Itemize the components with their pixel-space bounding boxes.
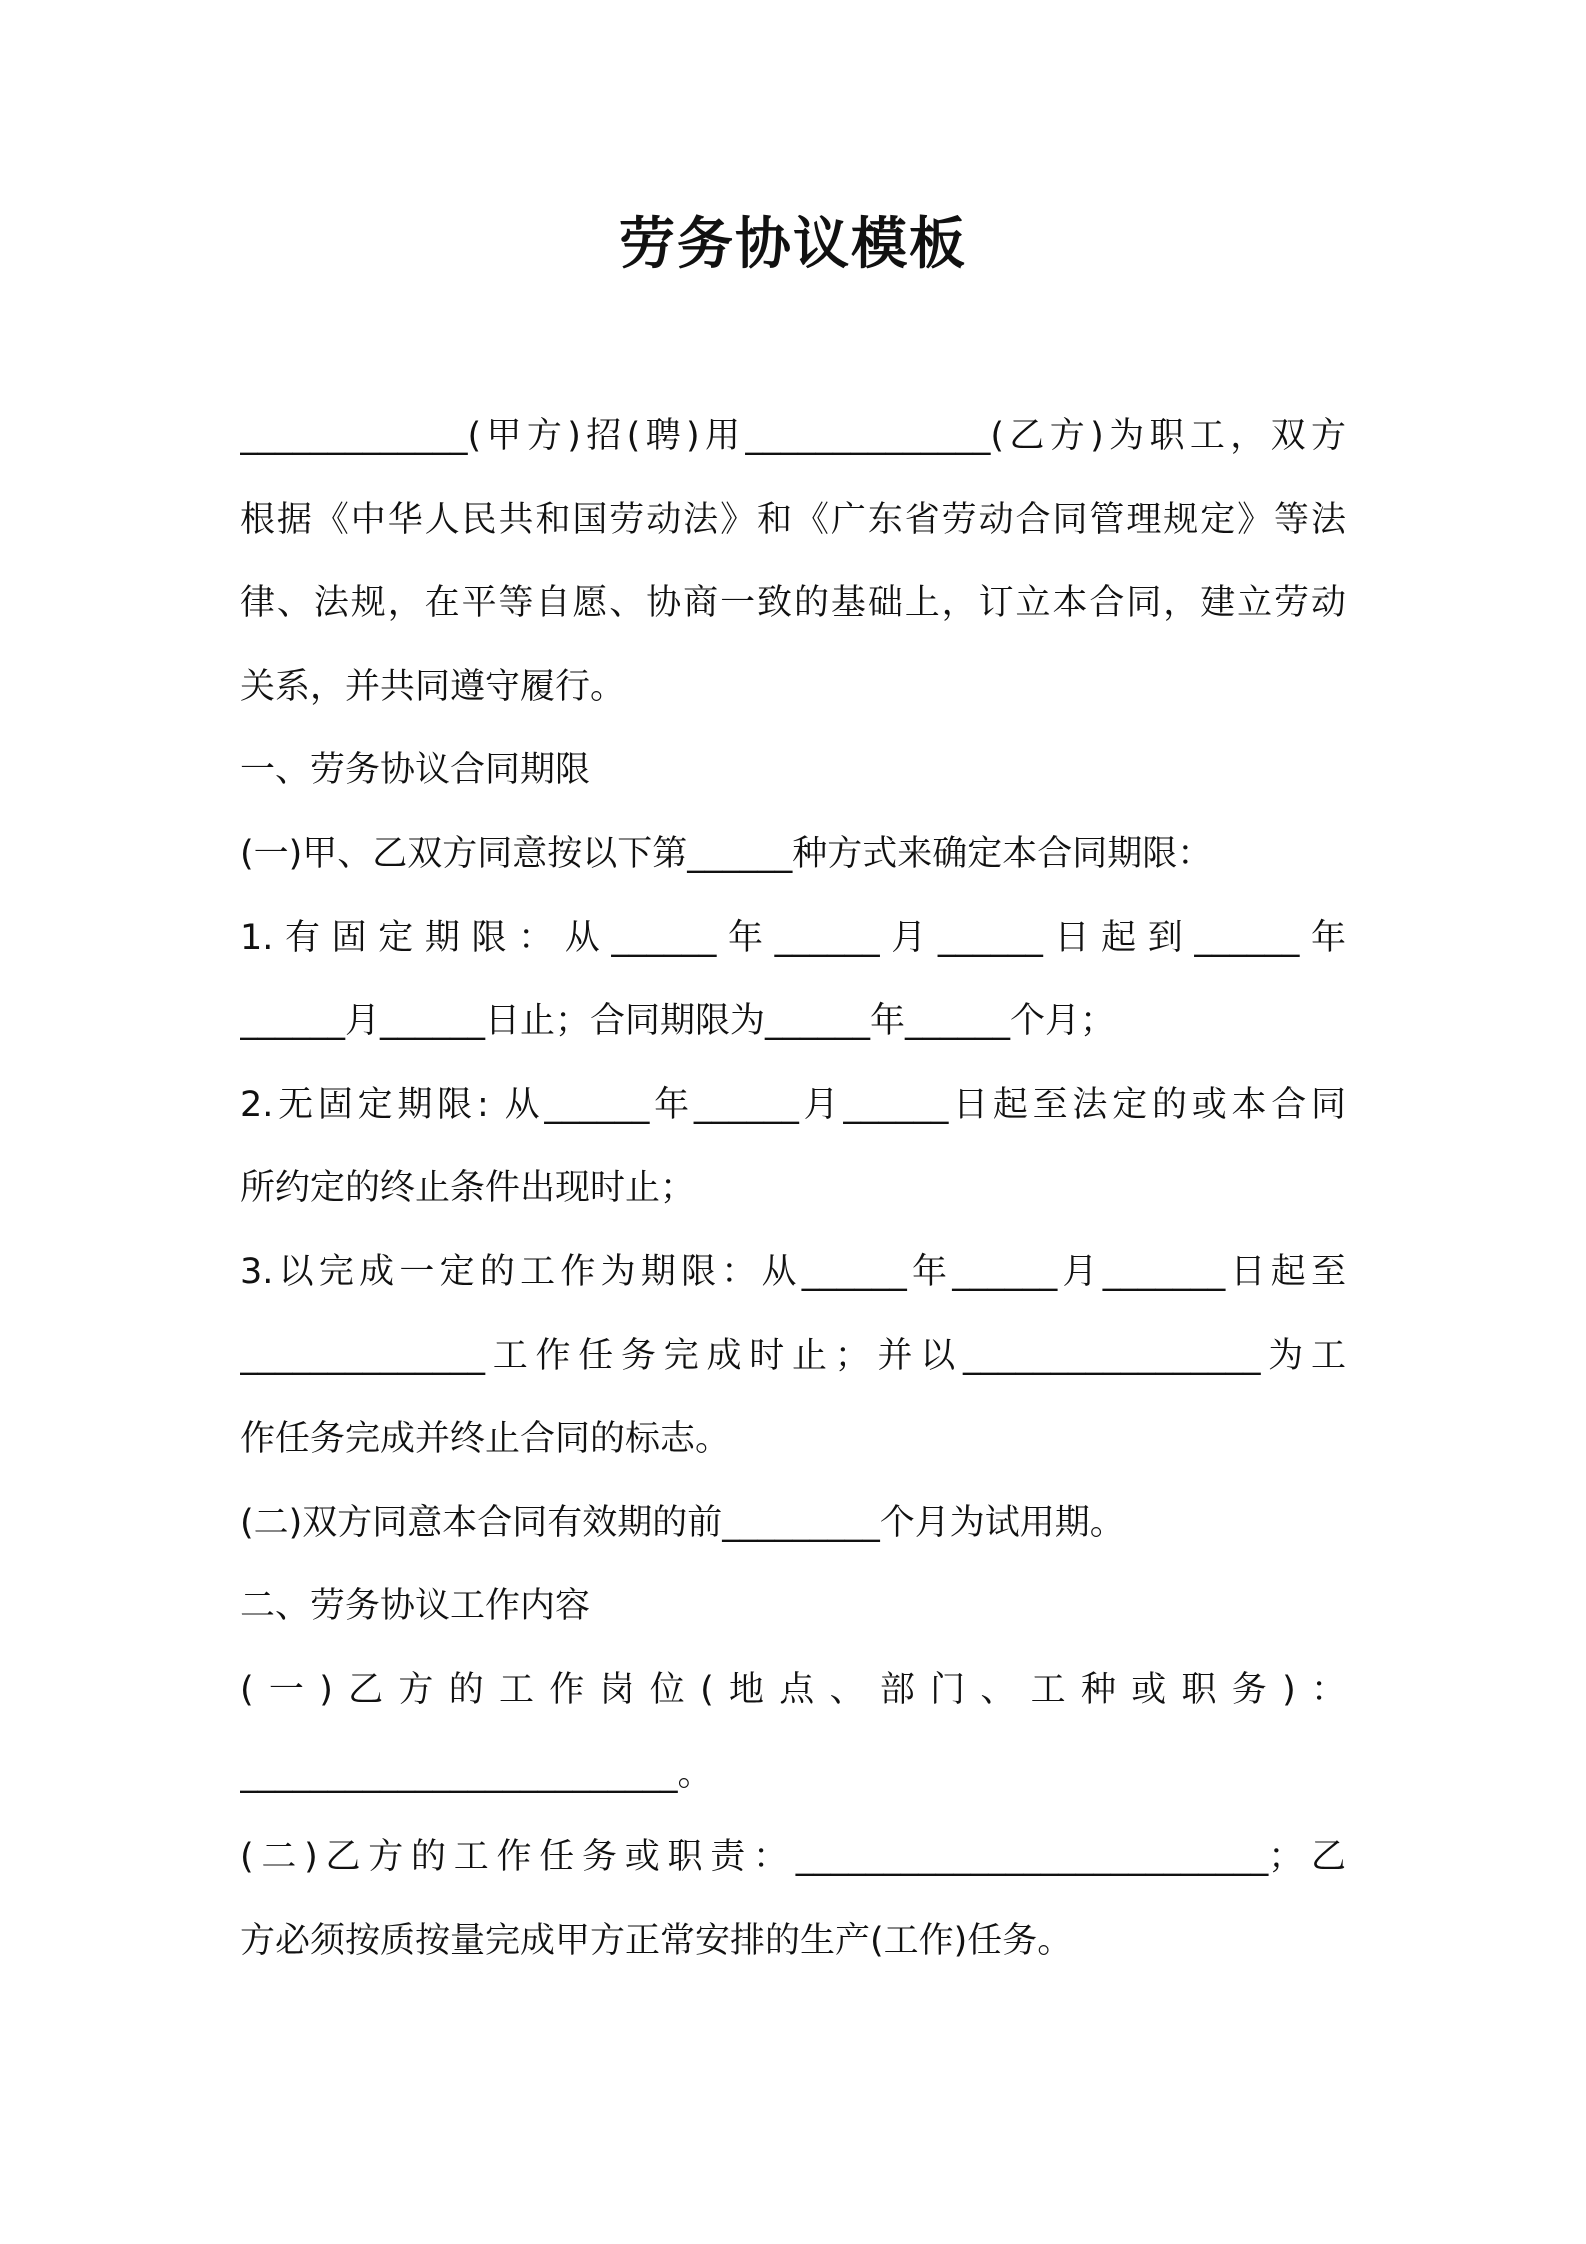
text-line: 1.有固定期限：从______年______月______日起到______年 xyxy=(240,917,1346,958)
text-line: 根据《中华人民共和国劳动法》和《广东省劳动合同管理规定》等法 xyxy=(240,499,1346,540)
text-line: (一)乙方的工作岗位(地点、部门、工种或职务)： xyxy=(240,1669,1346,1710)
text-line: 3.以完成一定的工作为期限：从______年______月_______日起至 xyxy=(240,1251,1346,1292)
text-line: 2.无固定期限: 从______年______月______日起至法定的或本合同 xyxy=(240,1084,1346,1125)
document-title: 劳务协议模板 xyxy=(619,212,967,277)
text-line: _____________(甲方)招(聘)用______________(乙方)为职工，双方 xyxy=(240,416,1346,456)
text-line: 关系，并共同遵守履行。 xyxy=(240,666,626,707)
text-line: ______月______日止；合同期限为______年______个月； xyxy=(240,1001,1116,1042)
text-line: _________________________。 xyxy=(240,1753,713,1794)
text-line: (二)双方同意本合同有效期的前_________个月为试用期。 xyxy=(240,1502,1125,1543)
text-line: 作任务完成并终止合同的标志。 xyxy=(240,1419,731,1460)
text-line: 方必须按质按量完成甲方正常安排的生产(工作)任务。 xyxy=(240,1920,1073,1961)
text-line: (二)乙方的工作任务或职责：___________________________；乙 xyxy=(240,1837,1346,1878)
text-line: 律、法规，在平等自愿、协商一致的基础上，订立本合同，建立劳动 xyxy=(240,583,1346,624)
document-body xyxy=(240,395,1346,1983)
text-line: 所约定的终止条件出现时止； xyxy=(240,1168,696,1209)
text-line: ______________工作任务完成时止；并以_________________为工 xyxy=(240,1335,1346,1376)
text-line: (一)甲、乙双方同意按以下第______种方式来确定本合同期限： xyxy=(240,833,1213,874)
section-heading: 二、劳务协议工作内容 xyxy=(240,1586,591,1627)
section-heading: 一、劳务协议合同期限 xyxy=(240,750,591,791)
